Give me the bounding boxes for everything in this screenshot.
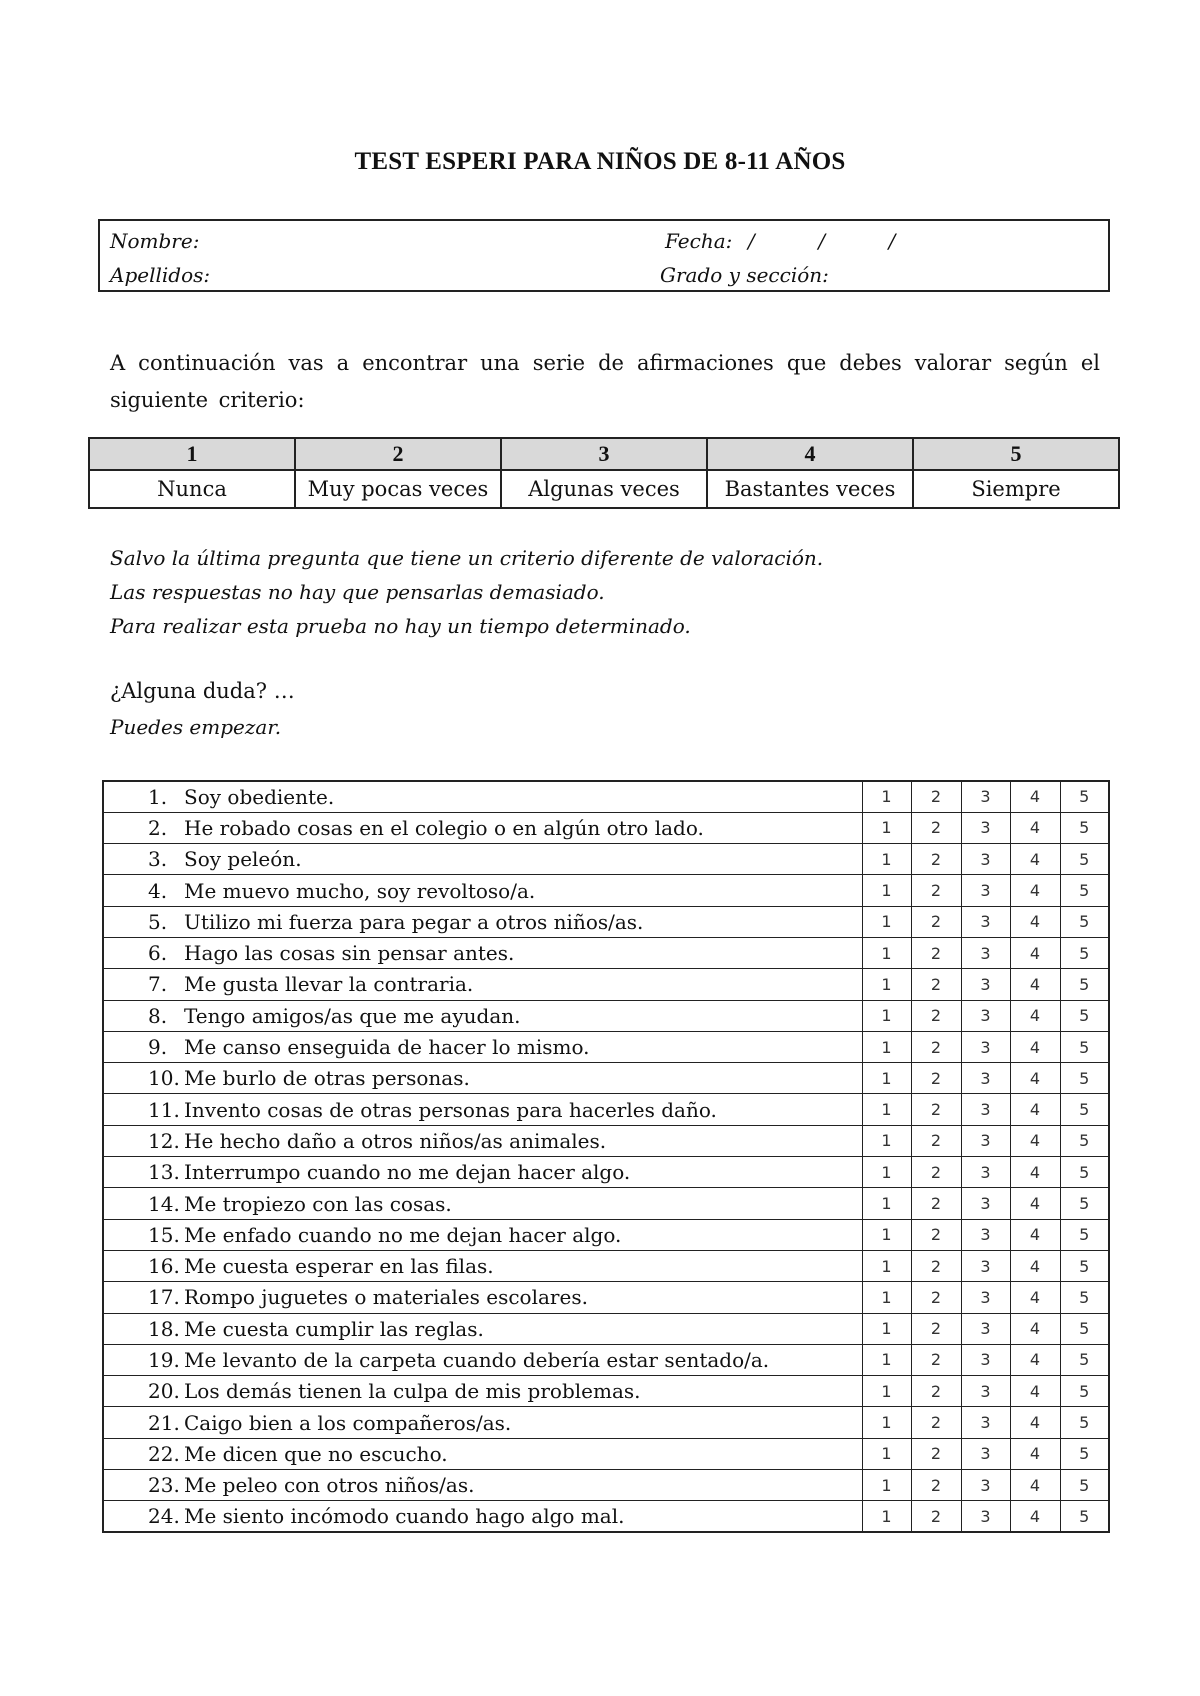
rating-option-4[interactable]: 4 bbox=[1010, 1188, 1060, 1219]
question-number: 22. bbox=[148, 1441, 180, 1466]
question-text-cell bbox=[103, 969, 862, 1000]
rating-option-1[interactable]: 1 bbox=[862, 1282, 911, 1313]
rating-option-4[interactable]: 4 bbox=[1010, 1407, 1060, 1438]
question-text-cell bbox=[103, 1376, 862, 1407]
rating-option-2[interactable]: 2 bbox=[911, 1376, 961, 1407]
rating-option-1[interactable]: 1 bbox=[862, 1000, 911, 1031]
rating-option-2[interactable]: 2 bbox=[911, 1407, 961, 1438]
rating-option-2[interactable]: 2 bbox=[911, 875, 961, 906]
question-text-cell bbox=[103, 1000, 862, 1031]
rating-option-3[interactable]: 3 bbox=[961, 1125, 1010, 1156]
rating-option-2[interactable]: 2 bbox=[911, 1470, 961, 1501]
question-text: He hecho daño a otros niños/as animales. bbox=[184, 1128, 607, 1153]
rating-scale-table bbox=[88, 437, 1120, 509]
question-text: Me enfado cuando no me dejan hacer algo. bbox=[184, 1222, 622, 1247]
rating-option-1[interactable]: 1 bbox=[862, 844, 911, 875]
question-row bbox=[103, 1063, 1109, 1094]
question-row bbox=[103, 1376, 1109, 1407]
rating-option-4[interactable]: 4 bbox=[1010, 875, 1060, 906]
scale-number: 3 bbox=[501, 438, 707, 470]
scale-label: Nunca bbox=[89, 470, 295, 508]
rating-option-4[interactable]: 4 bbox=[1010, 1063, 1060, 1094]
rating-option-1[interactable]: 1 bbox=[862, 1094, 911, 1125]
question-text: Me dicen que no escucho. bbox=[184, 1441, 448, 1466]
scale-number: 1 bbox=[89, 438, 295, 470]
rating-option-4[interactable]: 4 bbox=[1010, 906, 1060, 937]
rating-option-4[interactable]: 4 bbox=[1010, 812, 1060, 843]
rating-option-2[interactable]: 2 bbox=[911, 1501, 961, 1532]
question-number: 4. bbox=[148, 878, 168, 903]
rating-option-2[interactable]: 2 bbox=[911, 1063, 961, 1094]
question-row bbox=[103, 1219, 1109, 1250]
question-number: 18. bbox=[148, 1316, 180, 1341]
rating-option-5[interactable]: 5 bbox=[1060, 1313, 1109, 1344]
question-text-cell bbox=[103, 1438, 862, 1469]
scale-label: Siempre bbox=[913, 470, 1119, 508]
question-text-cell bbox=[103, 844, 862, 875]
question-number: 1. bbox=[148, 784, 168, 809]
rating-option-3[interactable]: 3 bbox=[961, 1219, 1010, 1250]
rating-option-1[interactable]: 1 bbox=[862, 1470, 911, 1501]
question-text: Soy obediente. bbox=[184, 784, 335, 809]
rating-option-1[interactable]: 1 bbox=[862, 1501, 911, 1532]
rating-option-3[interactable]: 3 bbox=[961, 875, 1010, 906]
rating-option-1[interactable]: 1 bbox=[862, 1125, 911, 1156]
question-number: 19. bbox=[148, 1347, 180, 1372]
note-line: Salvo la última pregunta que tiene un criterio diferente de valoración. bbox=[110, 546, 824, 570]
question-row bbox=[103, 937, 1109, 968]
question-number: 5. bbox=[148, 909, 168, 934]
question-number: 15. bbox=[148, 1222, 180, 1247]
rating-option-1[interactable]: 1 bbox=[862, 1063, 911, 1094]
rating-option-5[interactable]: 5 bbox=[1060, 1376, 1109, 1407]
question-row bbox=[103, 1157, 1109, 1188]
rating-option-3[interactable]: 3 bbox=[961, 1501, 1010, 1532]
rating-option-5[interactable]: 5 bbox=[1060, 969, 1109, 1000]
scale-label: Muy pocas veces bbox=[295, 470, 501, 508]
rating-option-3[interactable]: 3 bbox=[961, 1282, 1010, 1313]
question-text-cell bbox=[103, 906, 862, 937]
question-text-cell bbox=[103, 1470, 862, 1501]
rating-option-4[interactable]: 4 bbox=[1010, 937, 1060, 968]
question-row bbox=[103, 1125, 1109, 1156]
rating-option-5[interactable]: 5 bbox=[1060, 1501, 1109, 1532]
rating-option-3[interactable]: 3 bbox=[961, 1313, 1010, 1344]
rating-option-5[interactable]: 5 bbox=[1060, 875, 1109, 906]
rating-option-4[interactable]: 4 bbox=[1010, 969, 1060, 1000]
question-text-cell bbox=[103, 1313, 862, 1344]
rating-option-5[interactable]: 5 bbox=[1060, 1438, 1109, 1469]
rating-option-2[interactable]: 2 bbox=[911, 781, 961, 812]
question-text: Tengo amigos/as que me ayudan. bbox=[184, 1003, 521, 1028]
rating-option-5[interactable]: 5 bbox=[1060, 1063, 1109, 1094]
grade-label[interactable]: Grado y sección: bbox=[660, 263, 829, 287]
question-text-cell bbox=[103, 1219, 862, 1250]
rating-option-1[interactable]: 1 bbox=[862, 1250, 911, 1281]
rating-option-5[interactable]: 5 bbox=[1060, 1250, 1109, 1281]
question-text: Utilizo mi fuerza para pegar a otros niños/as. bbox=[184, 909, 644, 934]
question-number: 6. bbox=[148, 941, 168, 966]
start-text: Puedes empezar. bbox=[110, 715, 282, 739]
question-text: Me peleo con otros niños/as. bbox=[184, 1473, 475, 1498]
question-text-cell bbox=[103, 1157, 862, 1188]
rating-option-4[interactable]: 4 bbox=[1010, 1313, 1060, 1344]
rating-option-5[interactable]: 5 bbox=[1060, 937, 1109, 968]
rating-option-4[interactable]: 4 bbox=[1010, 1219, 1060, 1250]
surname-label[interactable]: Apellidos: bbox=[110, 263, 211, 287]
student-info-box bbox=[98, 219, 1110, 292]
rating-option-2[interactable]: 2 bbox=[911, 1000, 961, 1031]
question-text: Invento cosas de otras personas para hacerles daño. bbox=[184, 1097, 717, 1122]
rating-option-3[interactable]: 3 bbox=[961, 937, 1010, 968]
rating-option-2[interactable]: 2 bbox=[911, 1282, 961, 1313]
question-number: 13. bbox=[148, 1160, 180, 1185]
rating-option-2[interactable]: 2 bbox=[911, 1219, 961, 1250]
rating-option-1[interactable]: 1 bbox=[862, 875, 911, 906]
rating-option-5[interactable]: 5 bbox=[1060, 1157, 1109, 1188]
rating-option-4[interactable]: 4 bbox=[1010, 1438, 1060, 1469]
question-number: 21. bbox=[148, 1410, 180, 1435]
scale-number: 4 bbox=[707, 438, 913, 470]
question-text-cell bbox=[103, 1188, 862, 1219]
rating-option-2[interactable]: 2 bbox=[911, 812, 961, 843]
question-text: Hago las cosas sin pensar antes. bbox=[184, 941, 515, 966]
rating-option-5[interactable]: 5 bbox=[1060, 1407, 1109, 1438]
intro-text: A continuación vas a encontrar una serie de afirmaciones que debes valorar según el siguiente criterio: bbox=[110, 351, 1100, 412]
question-text: He robado cosas en el colegio o en algún otro lado. bbox=[184, 815, 704, 840]
scale-number-row bbox=[89, 438, 1119, 470]
rating-option-3[interactable]: 3 bbox=[961, 969, 1010, 1000]
question-row bbox=[103, 1407, 1109, 1438]
rating-option-5[interactable]: 5 bbox=[1060, 1031, 1109, 1062]
rating-option-1[interactable]: 1 bbox=[862, 781, 911, 812]
rating-option-5[interactable]: 5 bbox=[1060, 1219, 1109, 1250]
scale-number: 5 bbox=[913, 438, 1119, 470]
question-text: Los demás tienen la culpa de mis problemas. bbox=[184, 1379, 641, 1404]
rating-option-4[interactable]: 4 bbox=[1010, 1282, 1060, 1313]
rating-option-1[interactable]: 1 bbox=[862, 1188, 911, 1219]
question-text: Me cuesta esperar en las filas. bbox=[184, 1254, 494, 1279]
question-number: 12. bbox=[148, 1128, 180, 1153]
note-line: Para realizar esta prueba no hay un tiempo determinado. bbox=[110, 614, 691, 638]
rating-option-1[interactable]: 1 bbox=[862, 937, 911, 968]
question-text: Me muevo mucho, soy revoltoso/a. bbox=[184, 878, 536, 903]
question-text: Me siento incómodo cuando hago algo mal. bbox=[184, 1504, 625, 1529]
question-row bbox=[103, 1282, 1109, 1313]
rating-option-1[interactable]: 1 bbox=[862, 1376, 911, 1407]
question-number: 9. bbox=[148, 1035, 168, 1060]
scale-label: Algunas veces bbox=[501, 470, 707, 508]
rating-option-1[interactable]: 1 bbox=[862, 1031, 911, 1062]
question-row bbox=[103, 1250, 1109, 1281]
question-text-cell bbox=[103, 1125, 862, 1156]
rating-option-3[interactable]: 3 bbox=[961, 1063, 1010, 1094]
rating-option-2[interactable]: 2 bbox=[911, 969, 961, 1000]
rating-option-2[interactable]: 2 bbox=[911, 906, 961, 937]
question-row bbox=[103, 812, 1109, 843]
rating-option-2[interactable]: 2 bbox=[911, 1031, 961, 1062]
rating-option-3[interactable]: 3 bbox=[961, 1250, 1010, 1281]
rating-option-2[interactable]: 2 bbox=[911, 1157, 961, 1188]
rating-option-3[interactable]: 3 bbox=[961, 781, 1010, 812]
question-row bbox=[103, 1313, 1109, 1344]
question-number: 24. bbox=[148, 1504, 180, 1529]
question-text-cell bbox=[103, 1031, 862, 1062]
rating-option-3[interactable]: 3 bbox=[961, 1438, 1010, 1469]
scale-label-row bbox=[89, 470, 1119, 508]
rating-option-4[interactable]: 4 bbox=[1010, 1125, 1060, 1156]
question-text-cell bbox=[103, 1501, 862, 1532]
rating-option-4[interactable]: 4 bbox=[1010, 1344, 1060, 1375]
rating-option-3[interactable]: 3 bbox=[961, 844, 1010, 875]
rating-option-5[interactable]: 5 bbox=[1060, 1125, 1109, 1156]
rating-option-1[interactable]: 1 bbox=[862, 906, 911, 937]
question-text: Rompo juguetes o materiales escolares. bbox=[184, 1285, 588, 1310]
rating-option-1[interactable]: 1 bbox=[862, 969, 911, 1000]
question-number: 2. bbox=[148, 815, 168, 840]
question-number: 20. bbox=[148, 1379, 180, 1404]
question-text-cell bbox=[103, 812, 862, 843]
rating-option-1[interactable]: 1 bbox=[862, 1219, 911, 1250]
question-number: 3. bbox=[148, 847, 168, 872]
question-row bbox=[103, 1344, 1109, 1375]
question-text-cell bbox=[103, 1094, 862, 1125]
question-text: Interrumpo cuando no me dejan hacer algo. bbox=[184, 1160, 631, 1185]
question-number: 11. bbox=[148, 1097, 180, 1122]
rating-option-2[interactable]: 2 bbox=[911, 1188, 961, 1219]
question-number: 16. bbox=[148, 1254, 180, 1279]
rating-option-2[interactable]: 2 bbox=[911, 1344, 961, 1375]
rating-option-4[interactable]: 4 bbox=[1010, 1031, 1060, 1062]
rating-option-3[interactable]: 3 bbox=[961, 1188, 1010, 1219]
question-number: 10. bbox=[148, 1066, 180, 1091]
rating-option-4[interactable]: 4 bbox=[1010, 1250, 1060, 1281]
question-row bbox=[103, 1438, 1109, 1469]
question-text-cell bbox=[103, 937, 862, 968]
rating-option-3[interactable]: 3 bbox=[961, 1000, 1010, 1031]
note-line: Las respuestas no hay que pensarlas demasiado. bbox=[110, 580, 605, 604]
question-text-cell bbox=[103, 1282, 862, 1313]
rating-option-3[interactable]: 3 bbox=[961, 1344, 1010, 1375]
rating-option-5[interactable]: 5 bbox=[1060, 906, 1109, 937]
question-text: Soy peleón. bbox=[184, 847, 302, 872]
rating-option-5[interactable]: 5 bbox=[1060, 1344, 1109, 1375]
rating-option-4[interactable]: 4 bbox=[1010, 1470, 1060, 1501]
rating-option-3[interactable]: 3 bbox=[961, 1094, 1010, 1125]
date-label[interactable]: Fecha: bbox=[665, 229, 733, 253]
question-number: 14. bbox=[148, 1191, 180, 1216]
question-text: Me gusta llevar la contraria. bbox=[184, 972, 474, 997]
question-text-cell bbox=[103, 781, 862, 812]
question-text-cell bbox=[103, 1250, 862, 1281]
rating-option-2[interactable]: 2 bbox=[911, 1125, 961, 1156]
rating-option-5[interactable]: 5 bbox=[1060, 1188, 1109, 1219]
rating-option-1[interactable]: 1 bbox=[862, 1157, 911, 1188]
question-row bbox=[103, 1094, 1109, 1125]
question-text: Me canso enseguida de hacer lo mismo. bbox=[184, 1035, 590, 1060]
rating-option-2[interactable]: 2 bbox=[911, 1438, 961, 1469]
rating-option-3[interactable]: 3 bbox=[961, 1157, 1010, 1188]
question-row bbox=[103, 1031, 1109, 1062]
rating-option-3[interactable]: 3 bbox=[961, 906, 1010, 937]
question-text-cell bbox=[103, 1344, 862, 1375]
question-row bbox=[103, 844, 1109, 875]
question-row bbox=[103, 906, 1109, 937]
rating-option-2[interactable]: 2 bbox=[911, 1250, 961, 1281]
questions-table bbox=[102, 780, 1110, 1533]
question-number: 23. bbox=[148, 1473, 180, 1498]
question-text-cell bbox=[103, 1407, 862, 1438]
question-text: Me cuesta cumplir las reglas. bbox=[184, 1316, 484, 1341]
rating-option-1[interactable]: 1 bbox=[862, 1313, 911, 1344]
question-row bbox=[103, 1188, 1109, 1219]
rating-option-5[interactable]: 5 bbox=[1060, 1470, 1109, 1501]
rating-option-1[interactable]: 1 bbox=[862, 1344, 911, 1375]
scale-number: 2 bbox=[295, 438, 501, 470]
rating-option-4[interactable]: 4 bbox=[1010, 1000, 1060, 1031]
rating-option-2[interactable]: 2 bbox=[911, 1094, 961, 1125]
rating-option-2[interactable]: 2 bbox=[911, 937, 961, 968]
rating-option-1[interactable]: 1 bbox=[862, 1407, 911, 1438]
rating-option-4[interactable]: 4 bbox=[1010, 781, 1060, 812]
question-text-cell bbox=[103, 875, 862, 906]
rating-option-4[interactable]: 4 bbox=[1010, 1157, 1060, 1188]
rating-option-4[interactable]: 4 bbox=[1010, 1094, 1060, 1125]
question-row bbox=[103, 875, 1109, 906]
question-number: 7. bbox=[148, 972, 168, 997]
question-text: Me burlo de otras personas. bbox=[184, 1066, 470, 1091]
rating-option-5[interactable]: 5 bbox=[1060, 1094, 1109, 1125]
question-row bbox=[103, 969, 1109, 1000]
rating-option-3[interactable]: 3 bbox=[961, 1376, 1010, 1407]
question-text-cell bbox=[103, 1063, 862, 1094]
rating-option-3[interactable]: 3 bbox=[961, 1407, 1010, 1438]
rating-option-4[interactable]: 4 bbox=[1010, 844, 1060, 875]
name-label[interactable]: Nombre: bbox=[110, 229, 200, 253]
question-text: Caigo bien a los compañeros/as. bbox=[184, 1410, 512, 1435]
question-row bbox=[103, 1000, 1109, 1031]
question-text: Me tropiezo con las cosas. bbox=[184, 1191, 452, 1216]
instructions-notes bbox=[110, 541, 823, 643]
rating-option-4[interactable]: 4 bbox=[1010, 1376, 1060, 1407]
rating-option-3[interactable]: 3 bbox=[961, 1031, 1010, 1062]
question-number: 17. bbox=[148, 1285, 180, 1310]
rating-option-2[interactable]: 2 bbox=[911, 844, 961, 875]
date-slashes: / / / bbox=[748, 229, 896, 253]
question-text: Me levanto de la carpeta cuando debería estar sentado/a. bbox=[184, 1347, 770, 1372]
rating-option-5[interactable]: 5 bbox=[1060, 1000, 1109, 1031]
rating-option-4[interactable]: 4 bbox=[1010, 1501, 1060, 1532]
rating-option-2[interactable]: 2 bbox=[911, 1313, 961, 1344]
scale-label: Bastantes veces bbox=[707, 470, 913, 508]
question-number: 8. bbox=[148, 1003, 168, 1028]
rating-option-5[interactable]: 5 bbox=[1060, 844, 1109, 875]
rating-option-5[interactable]: 5 bbox=[1060, 781, 1109, 812]
rating-option-1[interactable]: 1 bbox=[862, 812, 911, 843]
page-title: TEST ESPERI PARA NIÑOS DE 8-11 AÑOS bbox=[354, 148, 846, 175]
doubt-question: ¿Alguna duda? … bbox=[110, 679, 295, 703]
rating-option-1[interactable]: 1 bbox=[862, 1438, 911, 1469]
question-row bbox=[103, 781, 1109, 812]
rating-option-5[interactable]: 5 bbox=[1060, 812, 1109, 843]
question-row bbox=[103, 1501, 1109, 1532]
rating-option-3[interactable]: 3 bbox=[961, 1470, 1010, 1501]
rating-option-3[interactable]: 3 bbox=[961, 812, 1010, 843]
question-row bbox=[103, 1470, 1109, 1501]
rating-option-5[interactable]: 5 bbox=[1060, 1282, 1109, 1313]
